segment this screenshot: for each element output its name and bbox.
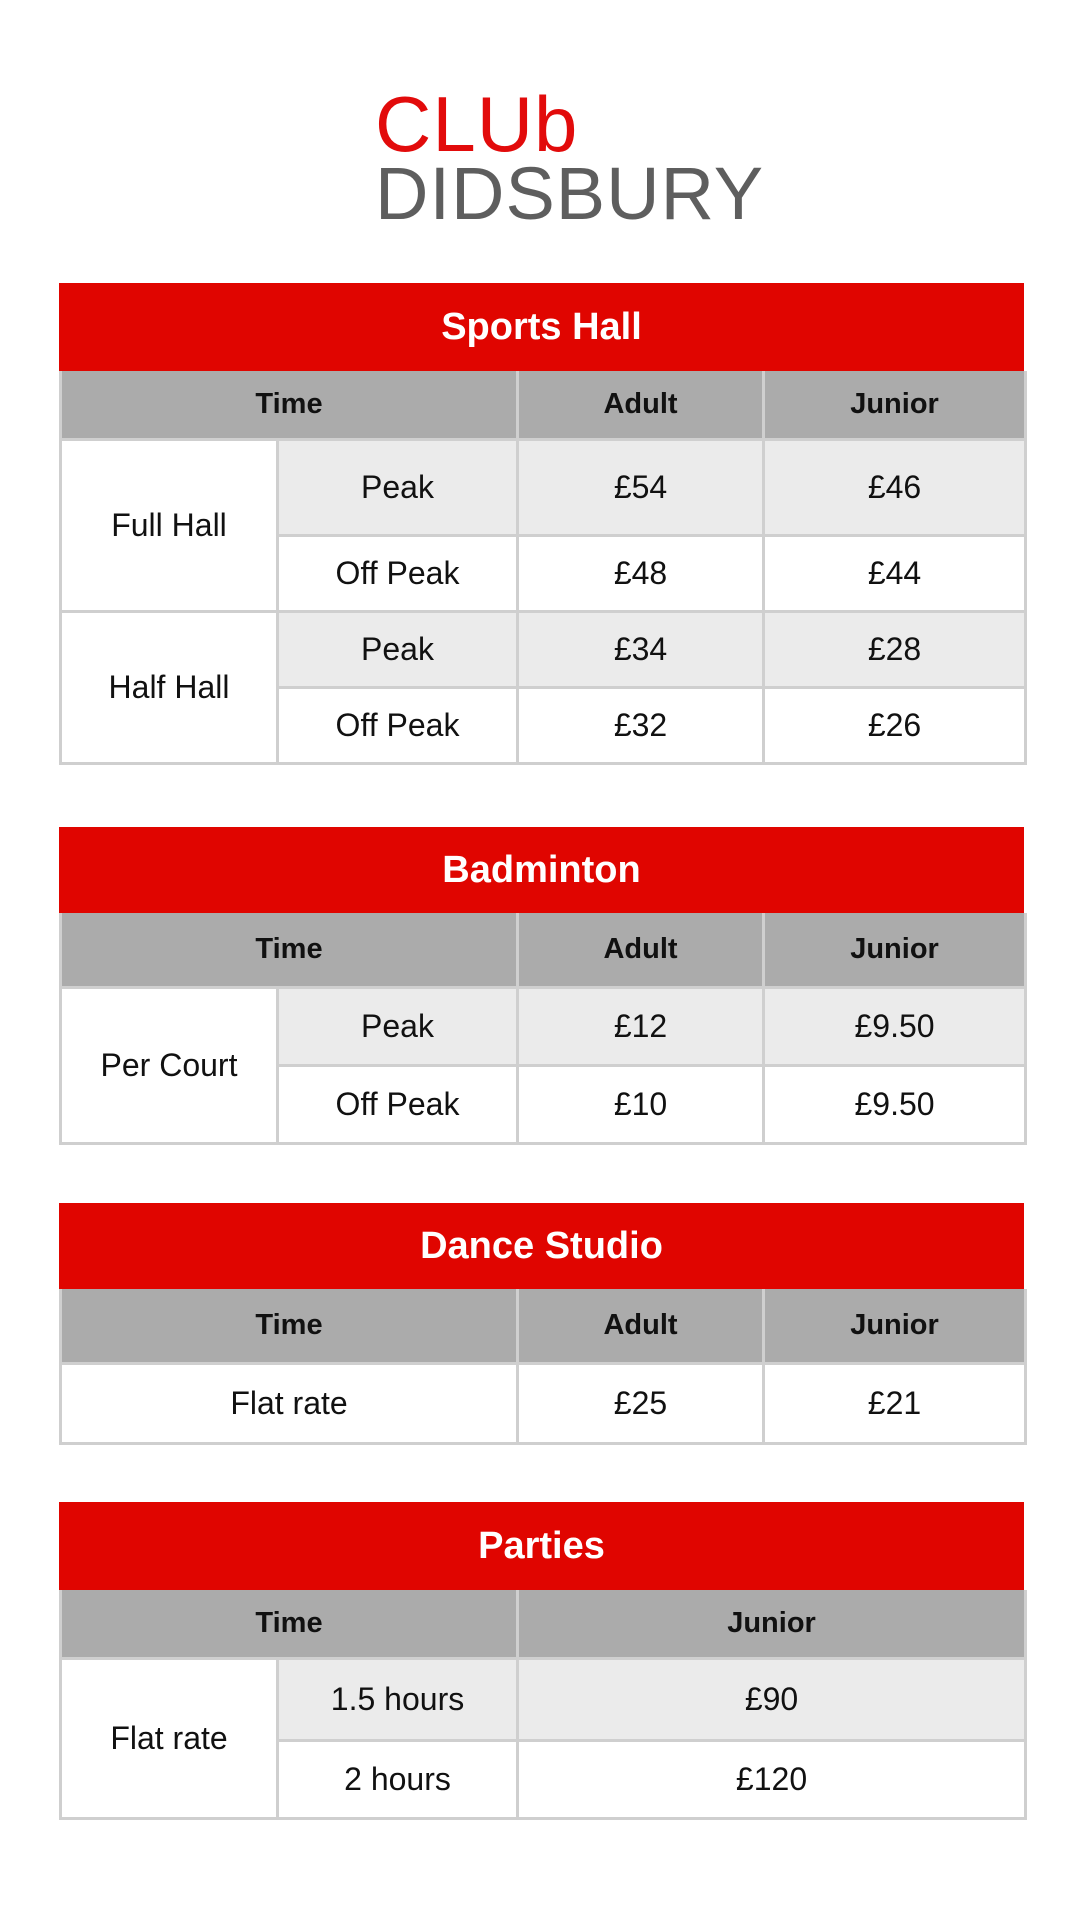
junior-price: £9.50: [764, 1065, 1026, 1143]
period-label: Peak: [278, 439, 518, 535]
adult-price: £48: [518, 535, 764, 611]
adult-price: £34: [518, 611, 764, 687]
junior-price: £9.50: [764, 987, 1026, 1065]
adult-price: £12: [518, 987, 764, 1065]
junior-price: £120: [518, 1740, 1026, 1818]
junior-price: £21: [764, 1363, 1026, 1443]
group-label: Full Hall: [61, 439, 278, 611]
header-adult: Adult: [518, 913, 764, 987]
header-time: Time: [61, 913, 518, 987]
header-junior: Junior: [764, 371, 1026, 439]
adult-price: £10: [518, 1065, 764, 1143]
header-row: [61, 913, 1026, 987]
sports-hall-section: [59, 283, 1024, 765]
adult-price: £32: [518, 687, 764, 763]
badminton-section: [59, 827, 1024, 1145]
table-row: [61, 439, 1026, 535]
junior-price: £46: [764, 439, 1026, 535]
group-label: Flat rate: [61, 1658, 278, 1818]
period-label: Off Peak: [278, 687, 518, 763]
junior-price: £26: [764, 687, 1026, 763]
sports-hall-price-table: [59, 371, 1027, 765]
group-label: Half Hall: [61, 611, 278, 763]
junior-price: £44: [764, 535, 1026, 611]
header-junior: Junior: [518, 1590, 1026, 1658]
header-time: Time: [61, 371, 518, 439]
table-row: [61, 611, 1026, 687]
period-label: Peak: [278, 987, 518, 1065]
header-junior: Junior: [764, 913, 1026, 987]
period-label: Peak: [278, 611, 518, 687]
period-label: Off Peak: [278, 535, 518, 611]
club-didsbury-logo: [375, 80, 765, 235]
logo-line-club: CLUb: [375, 80, 579, 168]
header-row: [61, 1289, 1026, 1363]
period-label: 1.5 hours: [278, 1658, 518, 1740]
dance-studio-price-table: [59, 1289, 1027, 1445]
adult-price: £25: [518, 1363, 764, 1443]
table-row: [61, 987, 1026, 1065]
header-row: [61, 371, 1026, 439]
table-row: [61, 1658, 1026, 1740]
period-label: Flat rate: [61, 1363, 518, 1443]
dance-studio-section: [59, 1203, 1024, 1445]
junior-price: £28: [764, 611, 1026, 687]
section-title: Sports Hall: [59, 283, 1024, 371]
adult-price: £54: [518, 439, 764, 535]
header-junior: Junior: [764, 1289, 1026, 1363]
section-title: Dance Studio: [59, 1203, 1024, 1289]
header-row: [61, 1590, 1026, 1658]
junior-price: £90: [518, 1658, 1026, 1740]
section-title: Badminton: [59, 827, 1024, 913]
header-adult: Adult: [518, 1289, 764, 1363]
section-title: Parties: [59, 1502, 1024, 1590]
period-label: Off Peak: [278, 1065, 518, 1143]
group-label: Per Court: [61, 987, 278, 1143]
header-time: Time: [61, 1590, 518, 1658]
table-row: [61, 1363, 1026, 1443]
logo-line-didsbury: DIDSBURY: [375, 152, 765, 235]
period-label: 2 hours: [278, 1740, 518, 1818]
header-time: Time: [61, 1289, 518, 1363]
header-adult: Adult: [518, 371, 764, 439]
parties-section: [59, 1502, 1024, 1820]
parties-price-table: [59, 1590, 1027, 1820]
badminton-price-table: [59, 913, 1027, 1145]
